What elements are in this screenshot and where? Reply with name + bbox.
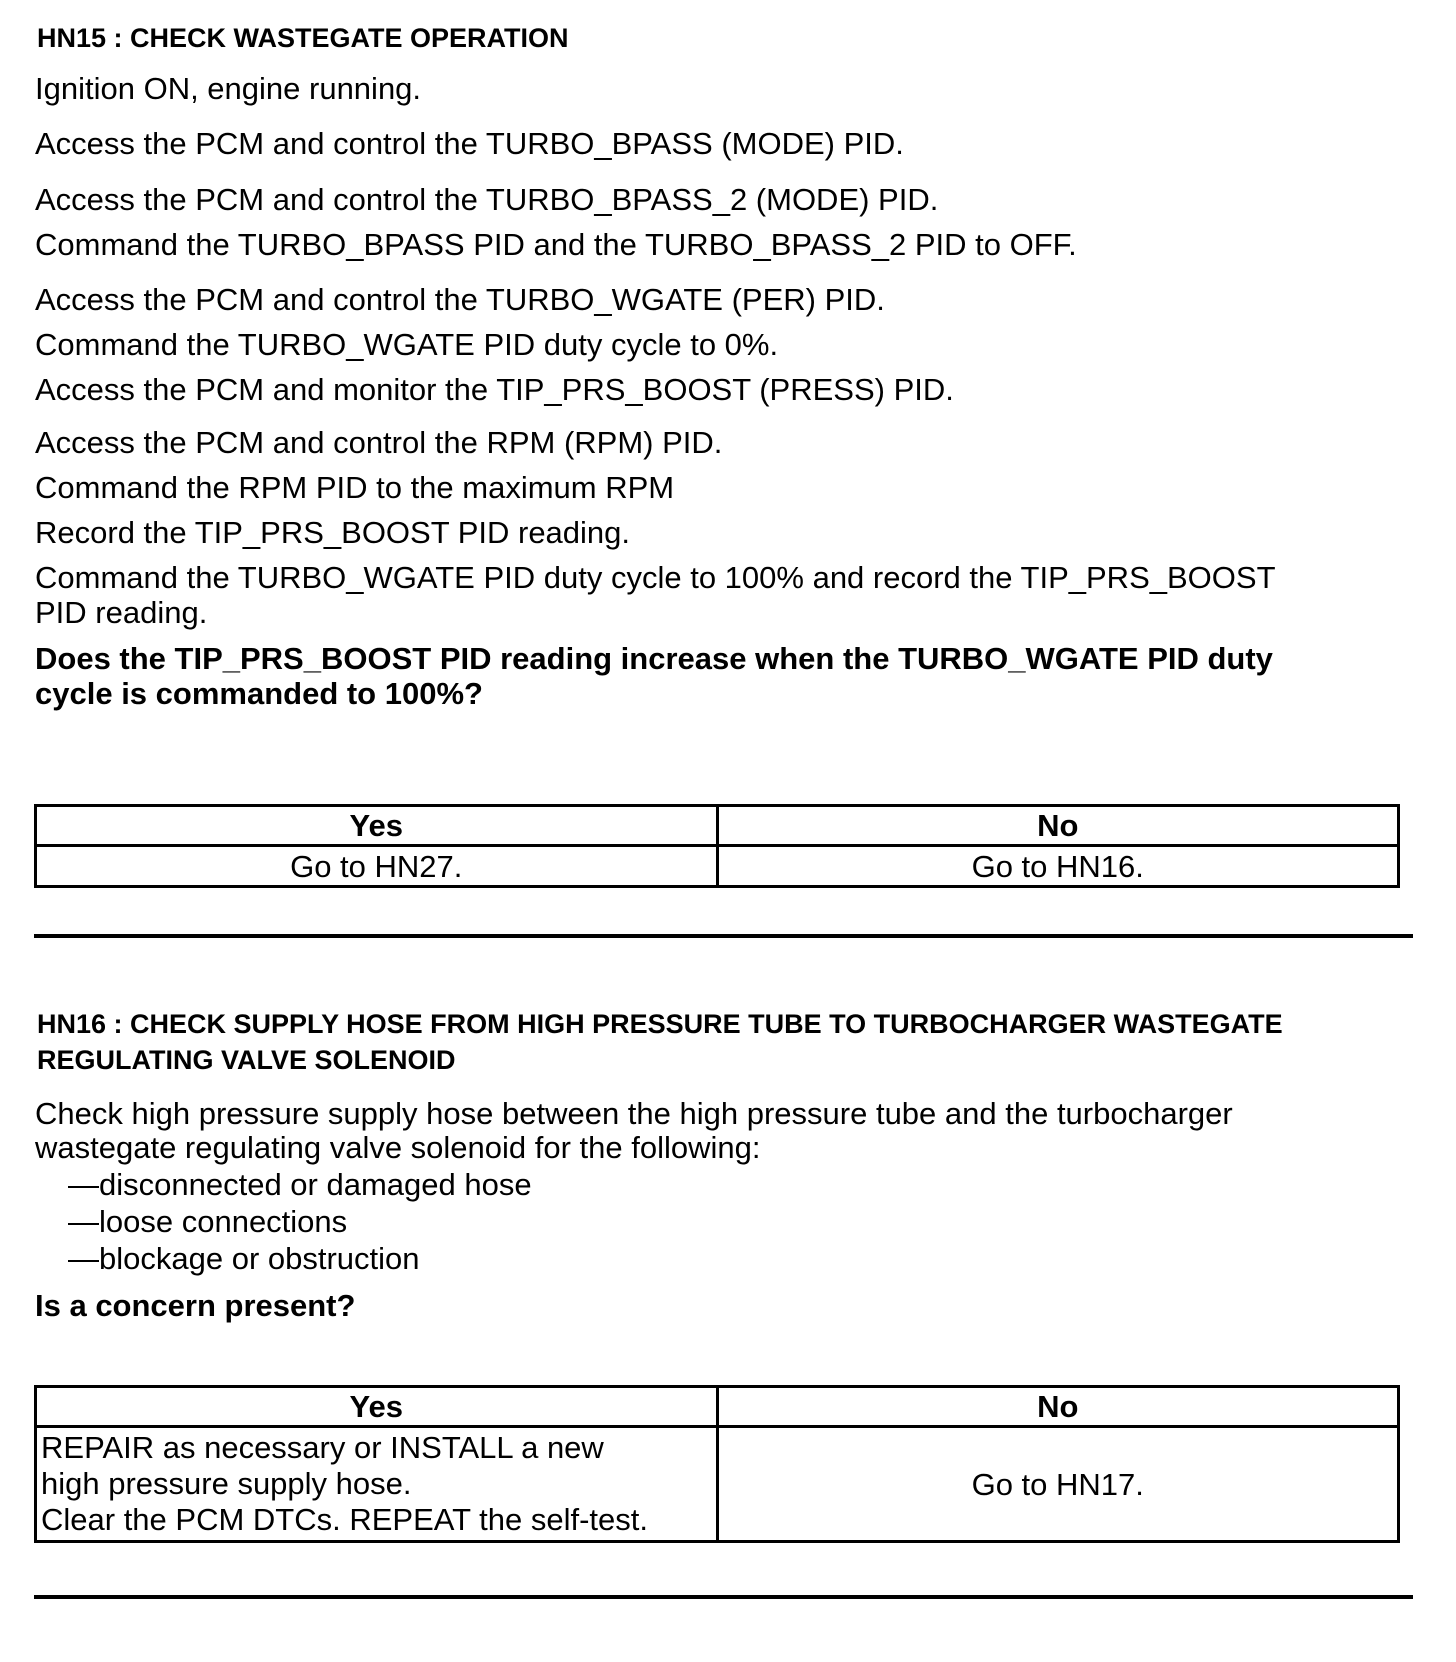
hn15-step: Access the PCM and control the TURBO_WGATE (PER) PID. [35, 282, 885, 317]
no-action: Go to HN16. [717, 846, 1399, 887]
yes-header: Yes [36, 806, 718, 846]
hn16-bullet: —disconnected or damaged hose [68, 1167, 532, 1202]
hn16-bullet: —loose connections [68, 1204, 348, 1239]
hn15-heading: HN15 : CHECK WASTEGATE OPERATION [37, 23, 569, 53]
hn15-step: Ignition ON, engine running. [35, 71, 422, 106]
yes-action [36, 1427, 718, 1542]
hn16-heading: REGULATING VALVE SOLENOID [37, 1045, 456, 1075]
hn15-question: Does the TIP_PRS_BOOST PID reading increase when the TURBO_WGATE PID duty [35, 641, 1273, 676]
hn16-intro: wastegate regulating valve solenoid for the following: [35, 1130, 761, 1165]
hn15-step: PID reading. [35, 595, 208, 630]
section-divider [34, 934, 1413, 938]
hn16-intro: Check high pressure supply hose between the high pressure tube and the turbocharger [35, 1096, 1233, 1131]
hn15-step: Command the RPM PID to the maximum RPM [35, 470, 675, 505]
hn15-step: Command the TURBO_BPASS PID and the TURBO_BPASS_2 PID to OFF. [35, 227, 1077, 262]
hn15-step: Access the PCM and control the RPM (RPM) PID. [35, 425, 723, 460]
hn16-bullet: —blockage or obstruction [68, 1241, 420, 1276]
hn16-decision-table [34, 1385, 1400, 1543]
hn15-question: cycle is commanded to 100%? [35, 676, 483, 711]
yes-action-line: high pressure supply hose. [41, 1466, 412, 1501]
hn15-step: Access the PCM and control the TURBO_BPASS_2 (MODE) PID. [35, 182, 939, 217]
yes-action-line: REPAIR as necessary or INSTALL a new [41, 1430, 604, 1465]
hn15-step: Command the TURBO_WGATE PID duty cycle to 100% and record the TIP_PRS_BOOST [35, 560, 1276, 595]
no-header: No [717, 1387, 1399, 1427]
section-divider [34, 1595, 1413, 1599]
yes-action-line: Clear the PCM DTCs. REPEAT the self-test. [41, 1502, 648, 1537]
hn15-decision-table [34, 804, 1400, 888]
hn15-step: Command the TURBO_WGATE PID duty cycle to 0%. [35, 327, 779, 362]
hn16-question: Is a concern present? [35, 1288, 356, 1323]
no-header: No [717, 806, 1399, 846]
yes-action: Go to HN27. [36, 846, 718, 887]
hn15-step: Record the TIP_PRS_BOOST PID reading. [35, 515, 631, 550]
hn15-step: Access the PCM and monitor the TIP_PRS_BOOST (PRESS) PID. [35, 372, 954, 407]
yes-header: Yes [36, 1387, 718, 1427]
no-action: Go to HN17. [717, 1427, 1399, 1542]
hn15-step: Access the PCM and control the TURBO_BPASS (MODE) PID. [35, 126, 904, 161]
hn16-heading: HN16 : CHECK SUPPLY HOSE FROM HIGH PRESSURE TUBE TO TURBOCHARGER WASTEGATE [37, 1009, 1283, 1039]
